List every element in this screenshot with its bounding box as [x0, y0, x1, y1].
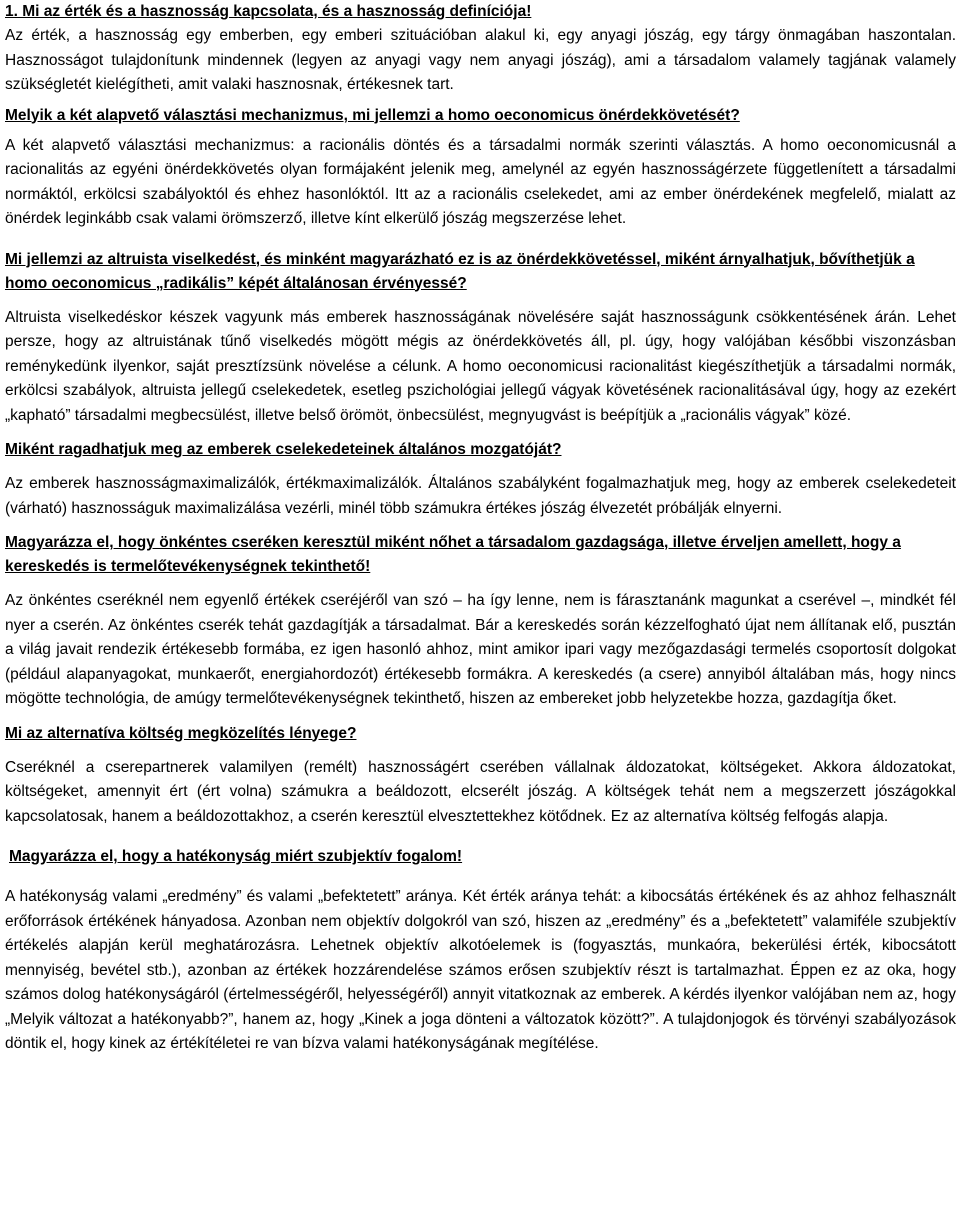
section-paragraph-2: A két alapvető választási mechanizmus: a racionális döntés és a társadalmi normák szerinti választás. A homo oeconomicusnál a racionalitás az egyéni önérdekkövetés olyan formájaként jelenik meg, amelynél az egyén hasznosságérzete függetlenített a társadalmi normáktól, erkölcsi szabályoktól és ehhez hasonlóktól. Itt az a racionális cselekedet, ami az ember önérdekének megfelelő, mialatt az önérdek leginkább csak valami örömszerző, illetve kínt elkerülő jószág megszerzése lehet.	[5, 136, 956, 227]
section-heading-2: Melyik a két alapvető választási mechanizmus, mi jellemzi a homo oeconomicus önérdekkövetését?	[5, 106, 740, 124]
section-paragraph-7: A hatékonyság valami „eredmény” és valami „befektetett” aránya. Két érték aránya tehát: a kibocsátás értékének és az ahhoz felhasznált erőforrások értékének hányadosa. Azonban nem objektív dolgokról van szó, hiszen az „eredmény” és a „befektetett” valamiféle szubjektív értékelés alapján kerül meghatározásra. Lehetnek objektív alkotóelemek is (fogyasztás, munkaóra, bekerülési érték, kibocsátott mennyiség, bevétel stb.), azonban az értékek hozzárendelése számos erősen szubjektív részt is tartalmazhat. Éppen ez az oka, hogy számos dolog hatékonyságáról (értelmességéről, helyességéről) annyit vitatkoznak az emberek. A kérdés ilyenkor valójában nem az, hogy „Melyik változat a hatékonyabb?”, hanem az, hogy „Kinek a joga dönteni a változatok között?”. A tulajdonjogok és törvényi szabályozások döntik el, hogy kinek az értékítéletei re van bízva valami hatékonyságának megítélése.	[5, 888, 956, 1052]
section-paragraph-6: Cseréknél a cserepartnerek valamilyen (remélt) hasznosságért cserében vállalnak áldozatokat, költségeket. Akkora áldozatokat, költségeket, amennyit ért (ért volna) számukra a beáldozott, elcserélt jószág. A költségek tehát nem a megszerzett jószágokkal kapcsolatosak, hanem a beáldozottakhoz, a cserén keresztül elvesztettekhez kötődnek. Ez az alternatíva költség felfogás alapja.	[5, 758, 956, 825]
section-heading-5: Magyarázza el, hogy önkéntes cseréken keresztül miként nőhet a társadalom gazdagsága, illetve érveljen amellett, hogy a kereskedés is termelőtevékenységnek tekinthető!	[5, 534, 901, 575]
section-heading-4: Miként ragadhatjuk meg az emberek cselekedeteinek általános mozgatóját?	[5, 441, 562, 458]
section-paragraph-4: Az emberek hasznosságmaximalizálók, értékmaximalizálók. Általános szabályként fogalmazhatjuk meg, hogy az emberek cselekedeteit (várható) hasznosságuk maximalizálása vezérli, minél több számukra értékes jószág élvezetét próbálják elnyerni.	[5, 475, 956, 517]
section-paragraph-5: Az önkéntes cseréknél nem egyenlő értékek cseréjéről van szó – ha így lenne, nem is fárasztanánk magunkat a cserével –, mindkét fél nyer a cserén. Az önkéntes cserék tehát gazdagítják a társadalmat. Bár a kereskedés során kézzelfogható újat nem állítanak elő, pusztán a világ javait rendezik értékesebb formába, ez igen hasonló ahhoz, mint amikor ipari vagy mezőgazdasági termelés csoportosít dolgokat (például alapanyagokat, munkaerőt, energiahordozót) értékesebb formákra. A kereskedés (a csere) annyiból általában más, hogy nincs mögötte technológia, de amúgy termelőtevékenységnek tekinthető, hiszen az embereket jobb helyzetekbe hozza, gazdagítja őket.	[5, 592, 956, 707]
section-paragraph-1: Az érték, a hasznosság egy emberben, egy emberi szituációban alakul ki, egy anyagi jószág, egy tárgy önmagában haszontalan. Hasznosságot tulajdonítunk mindennek (legyen az anyagi vagy nem anyagi jószág), ami a társadalom valamely tagjának valamely szükségletét kielégítheti, amit valaki hasznosnak, értékesnek tart.	[5, 27, 956, 93]
section-heading-3: Mi jellemzi az altruista viselkedést, és minként magyarázható ez is az önérdekkövetéssel, miként árnyalhatjuk, bővíthetjük a homo oeconomicus „radikális” képét általánosan érvényessé?	[5, 250, 915, 292]
section-paragraph-3: Altruista viselkedéskor készek vagyunk más emberek hasznosságának növelésére saját hasznosságunk csökkentésének árán. Lehet persze, hogy az altruistának tűnő viselkedés mögött mégis az önérdekkövetés áll, pl. úgy, hogy valójában későbbi viszonzásban reménykedünk ilyenkor, saját presztízsünk növelése a célunk. A homo oeconomicusi racionalitást kiegészíthetjük a társadalmi normák, erkölcsi szabályok, altruista jellegű cselekedetek, esetleg pszichológiai jellegű vágyak követésének racionalitásával úgy, hogy az ezekért „kapható” társadalmi megbecsülést, illetve belső örömöt, önbecsülést, megnyugvást is beépítjük a „racionális vágyak” közé.	[5, 308, 956, 424]
section-heading-1: 1. Mi az érték és a hasznosság kapcsolata, és a hasznosság definíciója!	[5, 3, 532, 20]
section-heading-6: Mi az alternatíva költség megközelítés lényege?	[5, 724, 357, 742]
section-heading-7: Magyarázza el, hogy a hatékonyság miért szubjektív fogalom!	[9, 848, 463, 865]
